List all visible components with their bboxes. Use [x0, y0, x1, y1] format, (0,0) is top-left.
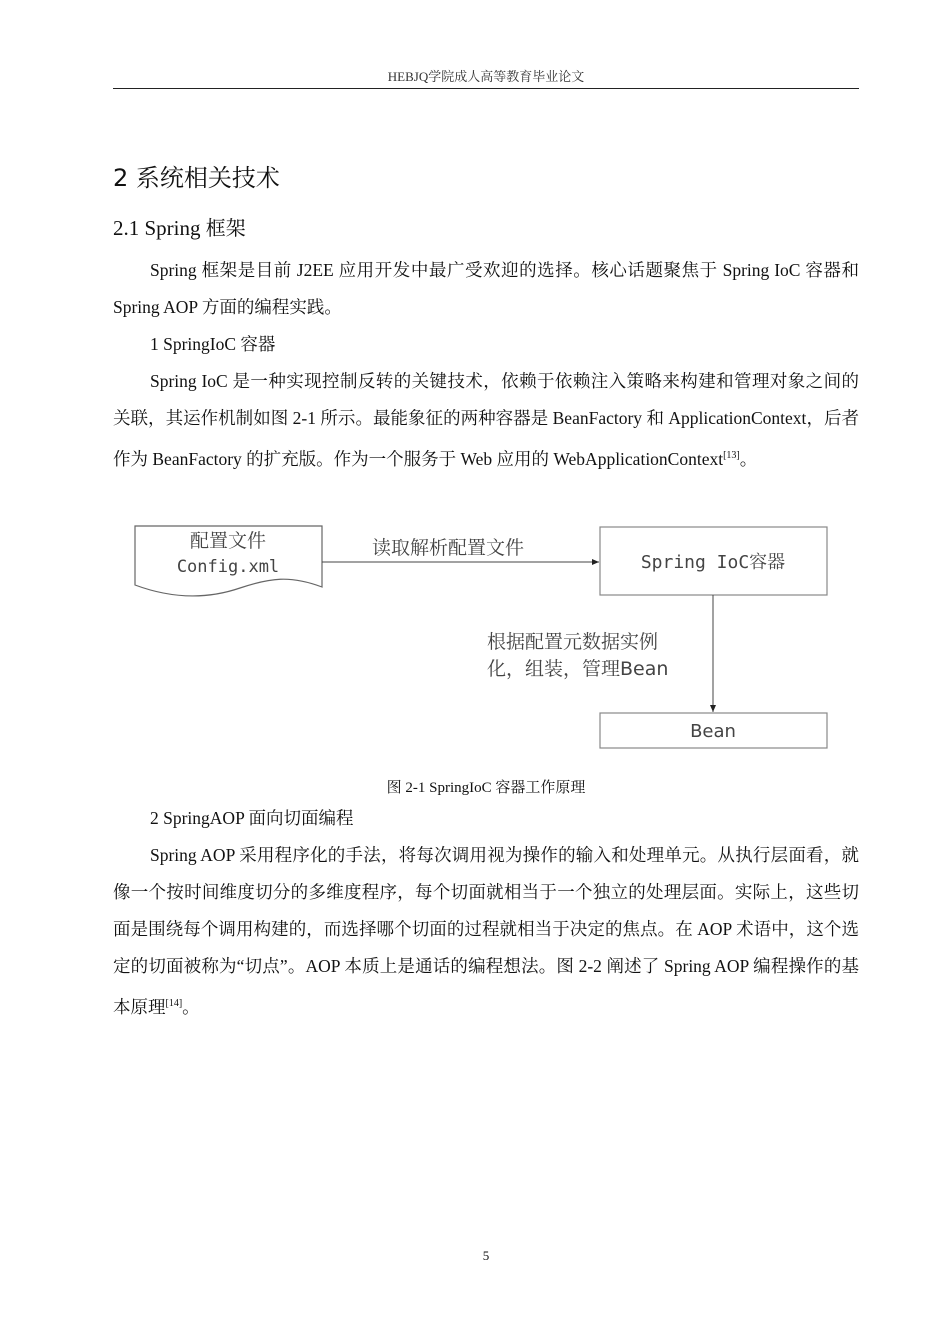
doc-label-2: Config.xml [176, 557, 280, 577]
chapter-title: 2 系统相关技术 [113, 164, 280, 192]
down-label-1: 根据配置元数据实例 [487, 631, 659, 653]
down-label-2: 化，组装，管理Bean [487, 658, 669, 680]
doc-label-1: 配置文件 [189, 530, 267, 552]
period: 。 [182, 996, 200, 1017]
paragraph-aop [113, 837, 859, 1026]
citation-14[interactable]: [14] [165, 998, 183, 1009]
running-header: HEBJQ学院成人高等教育毕业论文 [387, 69, 585, 84]
citation-13[interactable]: [13] [723, 450, 740, 461]
bean-label: Bean [690, 721, 736, 742]
section-title-text: 框架 [205, 216, 246, 240]
period: 。 [739, 448, 758, 469]
paragraph-intro: Spring 框架是目前 J2EE 应用开发中最广受欢迎的选择。核心话题聚焦于 Spring IoC 容器和 Spring AOP 方面的编程实践。 [113, 260, 859, 317]
paragraph-ioc-text: Spring IoC 是一种实现控制反转的关键技术，依赖于依赖注入策略来构建和管理对象之间的关联，其运作机制如图 2-1 所示。最能象征的两种容器是 BeanFactory 和 ApplicationContext，后者作为 BeanFactory 的扩充版。作为一个服务于 Web 应用的 WebApplicationContext [113, 371, 859, 469]
container-label: Spring IoC容器 [640, 552, 786, 573]
page-number: 5 [482, 1248, 490, 1263]
subheading-ioc: 1 SpringIoC 容器 [150, 334, 276, 354]
paragraph-aop-text: Spring AOP 采用程序化的手法，将每次调用视为操作的输入和处理单元。从执行层面看，就像一个按时间维度切分的多维度程序，每个切面就相当于一个独立的处理层面。实际上，这些切面是围绕每个调用构建的，而选择哪个切面的过程就相当于决定的焦点。在 AOP 术语中，这个选定的切面被称为“切点”。AOP 本质上是通话的编程想法。图 2-2 阐述了 Spring AOP 编程操作的基本原理 [113, 845, 859, 1017]
arrow-label: 读取解析配置文件 [371, 537, 525, 559]
figure-caption: 图 2-1 SpringIoC 容器工作原理 [386, 780, 586, 796]
subheading-aop: 2 SpringAOP 面向切面编程 [150, 808, 354, 828]
section-number: 2.1 Spring [113, 216, 201, 240]
